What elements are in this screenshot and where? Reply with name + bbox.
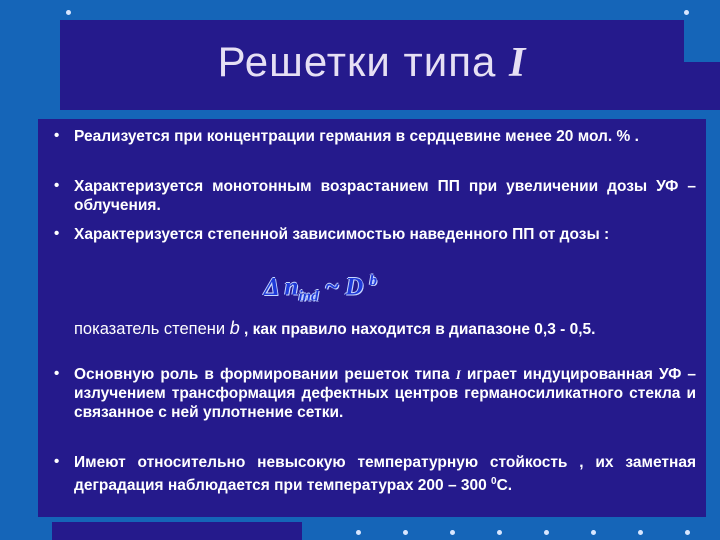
exponent-note-var: b: [229, 318, 240, 338]
decor-dot: [403, 530, 408, 535]
formula-delta: Δ: [264, 273, 279, 301]
title-panel-notch: [683, 62, 720, 110]
decor-dot: [638, 530, 643, 535]
bullet-1-text: Реализуется при концентрации германия в сердцевине менее 20 мол. % .: [74, 128, 639, 145]
bullet-marker: •: [54, 225, 60, 242]
formula-tilde: ~: [324, 273, 339, 301]
decor-dot: [684, 10, 689, 15]
bullet-4-part1: Основную роль в формировании решеток типа: [74, 366, 456, 383]
decor-dot: [450, 530, 455, 535]
formula-D: D: [345, 273, 364, 301]
exponent-note: [74, 319, 696, 339]
bullet-5-part1: Имеют относительно невысокую температурную стойкость , их заметная деградация наблюдается при температурах 200 – 300: [74, 454, 696, 495]
bullet-4-roman: I: [455, 367, 461, 382]
decor-dot: [66, 10, 71, 15]
bullet-5-text: [74, 453, 696, 495]
decor-dot: [497, 530, 502, 535]
formula-n: n: [284, 273, 299, 301]
bullet-marker: •: [54, 365, 60, 382]
exponent-note-lead: показатель степени: [74, 320, 230, 338]
bullet-marker: •: [54, 127, 60, 144]
bullet-5-part2: С.: [496, 477, 513, 495]
formula-sub: ind: [298, 288, 319, 305]
bullet-marker: •: [54, 453, 60, 470]
slide-title: [60, 38, 684, 87]
decor-dot: [591, 530, 596, 535]
slide-title-roman: I: [509, 40, 527, 86]
exponent-note-rest: , как правило находится в диапазоне 0,3 - 0,5.: [239, 321, 596, 338]
decor-dot: [356, 530, 361, 535]
content-panel: [38, 119, 706, 517]
decor-dot: [544, 530, 549, 535]
bullet-4-text: [74, 365, 696, 422]
formula: [264, 273, 377, 305]
decor-dot: [685, 530, 690, 535]
bullet-4-part2: играет индуцированная УФ – излучением трансформация дефектных центров германосиликатного стекла и связанное с ней уплотнение сетки.: [74, 366, 696, 421]
bullet-marker: •: [54, 177, 60, 194]
bullet-2-text: Характеризуется монотонным возрастанием ПП при увеличении дозы УФ – облучения.: [74, 178, 696, 214]
bullet-5-degree: 0: [491, 476, 497, 487]
bullet-3-text: Характеризуется степенной зависимостью наведенного ПП от дозы :: [74, 226, 610, 243]
slide-title-text: Решетки типа: [217, 38, 510, 85]
formula-sup: b: [369, 273, 378, 289]
bottom-bar: [52, 522, 302, 540]
